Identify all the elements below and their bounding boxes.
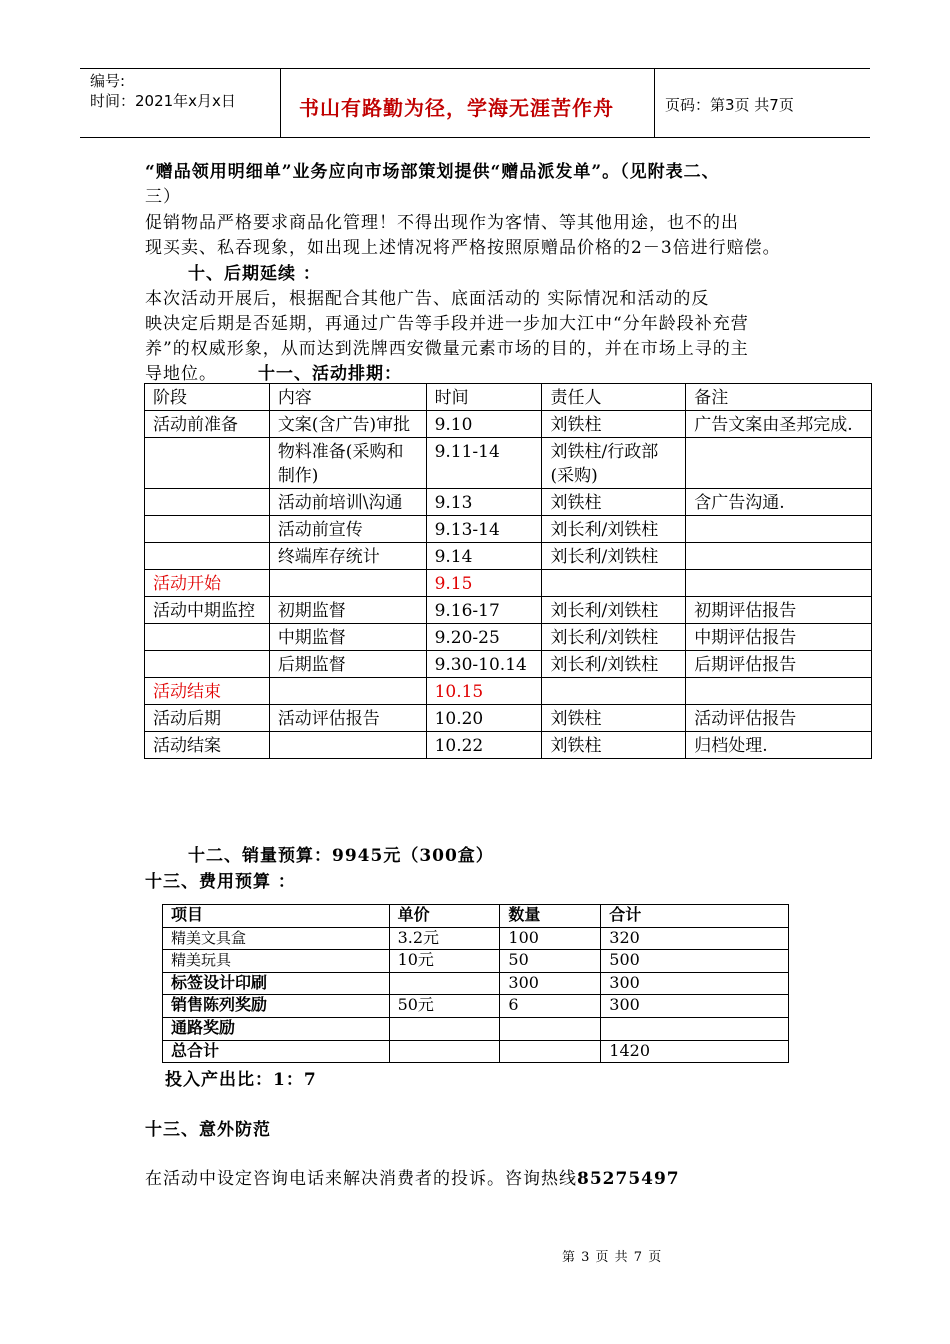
intro-line (145, 160, 720, 185)
schedule-cell-note: 含广告沟通. (686, 489, 872, 516)
budget-header-cell: 合计 (601, 905, 789, 928)
budget-cell-price: 50元 (389, 995, 500, 1018)
schedule-cell-stage (145, 543, 270, 570)
schedule-cell-time: 9.14 (426, 543, 542, 570)
schedule-cell-time: 9.15 (426, 570, 542, 597)
schedule-cell-owner: 刘长利/刘铁柱 (542, 651, 686, 678)
budget-row (163, 1017, 789, 1040)
intro-line: 现买卖、私吞现象，如出现上述情况将严格按照原赠品价格的2－3倍进行赔偿。 (145, 238, 781, 258)
budget-cell-price: 3.2元 (389, 927, 500, 950)
schedule-cell-stage: 活动结案 (145, 732, 270, 759)
schedule-cell-time: 9.16-17 (426, 597, 542, 624)
budget-cell-item: 精美玩具 (163, 950, 390, 973)
schedule-header-row (145, 384, 872, 411)
schedule-cell-content: 文案(含广告)审批 (269, 411, 426, 438)
schedule-cell-stage: 活动后期 (145, 705, 270, 732)
schedule-cell-content: 活动前培训\沟通 (269, 489, 426, 516)
schedule-cell-stage: 活动结束 (145, 678, 270, 705)
schedule-cell-owner: 刘长利/刘铁柱 (542, 516, 686, 543)
schedule-cell-content: 中期监督 (269, 624, 426, 651)
schedule-cell-note (686, 570, 872, 597)
schedule-header-cell: 时间 (426, 384, 542, 411)
roi-text: 投入产出比：1：7 (165, 1070, 317, 1090)
hotline-text: 在活动中设定咨询电话来解决消费者的投诉。咨询热线 (145, 1169, 577, 1189)
budget-cell-qty: 50 (500, 950, 601, 973)
budget-row (163, 927, 789, 950)
budget-row (163, 950, 789, 973)
schedule-row (145, 651, 872, 678)
section10-line: 养”的权威形象，从而达到洗牌西安微量元素市场的目的，并在市场上寻的主 (145, 339, 749, 359)
schedule-cell-owner: 刘铁柱 (542, 411, 686, 438)
budget-cell-total: 1420 (601, 1040, 789, 1063)
schedule-cell-stage: 活动前准备 (145, 411, 270, 438)
schedule-cell-note (686, 516, 872, 543)
budget-cell-total: 300 (601, 995, 789, 1018)
schedule-cell-time: 10.15 (426, 678, 542, 705)
section11-title: 十一、活动排期： (258, 364, 402, 384)
section13-title: 十三、费用预算 ： (145, 872, 296, 892)
budget-table (162, 904, 789, 1063)
schedule-cell-time: 9.20-25 (426, 624, 542, 651)
schedule-cell-note: 归档处理. (686, 732, 872, 759)
budget-cell-price (389, 1040, 500, 1063)
schedule-row (145, 732, 872, 759)
schedule-cell-note: 中期评估报告 (686, 624, 872, 651)
schedule-cell-stage: 活动开始 (145, 570, 270, 597)
section10-title: 十、后期延续 ： (188, 264, 321, 284)
budget-cell-qty: 6 (500, 995, 601, 1018)
schedule-cell-stage (145, 489, 270, 516)
schedule-cell-content: 初期监督 (269, 597, 426, 624)
intro-text: “赠品领用明细单”业务应向市场部策划提供“赠品派发单”。（见附表二、 (145, 162, 720, 182)
budget-row (163, 995, 789, 1018)
schedule-cell-owner: 刘铁柱 (542, 489, 686, 516)
schedule-row (145, 438, 872, 489)
budget-row (163, 1040, 789, 1063)
schedule-cell-content: 物料准备(采购和制作) (269, 438, 426, 489)
schedule-cell-content (269, 678, 426, 705)
budget-cell-price (389, 972, 500, 995)
section10-line: 本次活动开展后，根据配合其他广告、底面活动的 实际情况和活动的反 (145, 289, 710, 309)
section10-line: 导地位。 (145, 364, 217, 384)
schedule-cell-content (269, 732, 426, 759)
schedule-row (145, 516, 872, 543)
schedule-header-cell: 备注 (686, 384, 872, 411)
section12-title: 十二、销量预算：9945元（300盒） (188, 846, 494, 866)
schedule-cell-note: 初期评估报告 (686, 597, 872, 624)
schedule-table (144, 383, 872, 759)
schedule-header-cell: 阶段 (145, 384, 270, 411)
schedule-cell-note: 广告文案由圣邦完成. (686, 411, 872, 438)
schedule-cell-owner (542, 570, 686, 597)
schedule-cell-time: 9.30-10.14 (426, 651, 542, 678)
section10-line: 映决定后期是否延期，再通过广告等手段并进一步加大江中“分年龄段补充营 (145, 314, 749, 334)
schedule-cell-owner: 刘铁柱 (542, 732, 686, 759)
budget-cell-total (601, 1017, 789, 1040)
schedule-cell-time: 9.10 (426, 411, 542, 438)
schedule-cell-stage (145, 651, 270, 678)
schedule-row (145, 678, 872, 705)
budget-cell-total: 500 (601, 950, 789, 973)
schedule-cell-owner: 刘长利/刘铁柱 (542, 624, 686, 651)
budget-cell-total: 300 (601, 972, 789, 995)
page-info: 页码：第3页 共7页 (665, 96, 794, 114)
schedule-cell-content (269, 570, 426, 597)
budget-cell-price (389, 1017, 500, 1040)
schedule-cell-note (686, 438, 872, 489)
budget-cell-qty: 300 (500, 972, 601, 995)
schedule-row (145, 624, 872, 651)
schedule-row (145, 543, 872, 570)
budget-cell-total: 320 (601, 927, 789, 950)
header-motto: 书山有路勤为径，学海无涯苦作舟 (299, 96, 614, 120)
budget-cell-item: 精美文具盒 (163, 927, 390, 950)
budget-cell-item: 标签设计印刷 (163, 972, 390, 995)
schedule-cell-owner (542, 678, 686, 705)
schedule-cell-owner: 刘铁柱 (542, 705, 686, 732)
budget-header-cell: 数量 (500, 905, 601, 928)
schedule-cell-time: 9.13 (426, 489, 542, 516)
schedule-row (145, 705, 872, 732)
schedule-cell-content: 活动评估报告 (269, 705, 426, 732)
code-label: 编号: (90, 72, 126, 90)
page-footer: 第 3 页 共 7 页 (562, 1250, 663, 1265)
budget-cell-item: 通路奖励 (163, 1017, 390, 1040)
budget-cell-item: 销售陈列奖励 (163, 995, 390, 1018)
schedule-header-cell: 内容 (269, 384, 426, 411)
schedule-row (145, 489, 872, 516)
budget-header-row (163, 905, 789, 928)
schedule-cell-stage (145, 438, 270, 489)
hotline-line (145, 1167, 680, 1192)
intro-line: 促销物品严格要求商品化管理！不得出现作为客情、等其他用途，也不的出 (145, 213, 739, 233)
schedule-row (145, 597, 872, 624)
budget-cell-qty: 100 (500, 927, 601, 950)
budget-cell-qty (500, 1017, 601, 1040)
schedule-cell-note (686, 543, 872, 570)
hotline-number: 85275497 (577, 1169, 680, 1189)
schedule-cell-note: 后期评估报告 (686, 651, 872, 678)
schedule-cell-stage (145, 516, 270, 543)
schedule-cell-note: 活动评估报告 (686, 705, 872, 732)
budget-header-cell: 单价 (389, 905, 500, 928)
schedule-cell-content: 活动前宣传 (269, 516, 426, 543)
schedule-cell-note (686, 678, 872, 705)
budget-cell-item: 总合计 (163, 1040, 390, 1063)
time-label: 时间：2021年x月x日 (90, 92, 236, 110)
budget-cell-price: 10元 (389, 950, 500, 973)
schedule-cell-owner: 刘铁柱/行政部(采购) (542, 438, 686, 489)
section13b-title: 十三、意外防范 (145, 1120, 271, 1140)
schedule-cell-time: 9.13-14 (426, 516, 542, 543)
schedule-cell-stage: 活动中期监控 (145, 597, 270, 624)
schedule-cell-time: 9.11-14 (426, 438, 542, 489)
schedule-cell-owner: 刘长利/刘铁柱 (542, 543, 686, 570)
schedule-cell-time: 10.20 (426, 705, 542, 732)
header-divider (654, 69, 655, 137)
schedule-cell-time: 10.22 (426, 732, 542, 759)
schedule-row (145, 411, 872, 438)
budget-header-cell: 项目 (163, 905, 390, 928)
schedule-header-cell: 责任人 (542, 384, 686, 411)
schedule-cell-content: 终端库存统计 (269, 543, 426, 570)
header-divider (280, 69, 281, 137)
schedule-cell-owner: 刘长利/刘铁柱 (542, 597, 686, 624)
schedule-cell-content: 后期监督 (269, 651, 426, 678)
intro-line: 三） (145, 187, 181, 207)
schedule-cell-stage (145, 624, 270, 651)
budget-cell-qty (500, 1040, 601, 1063)
budget-row (163, 972, 789, 995)
schedule-row (145, 570, 872, 597)
